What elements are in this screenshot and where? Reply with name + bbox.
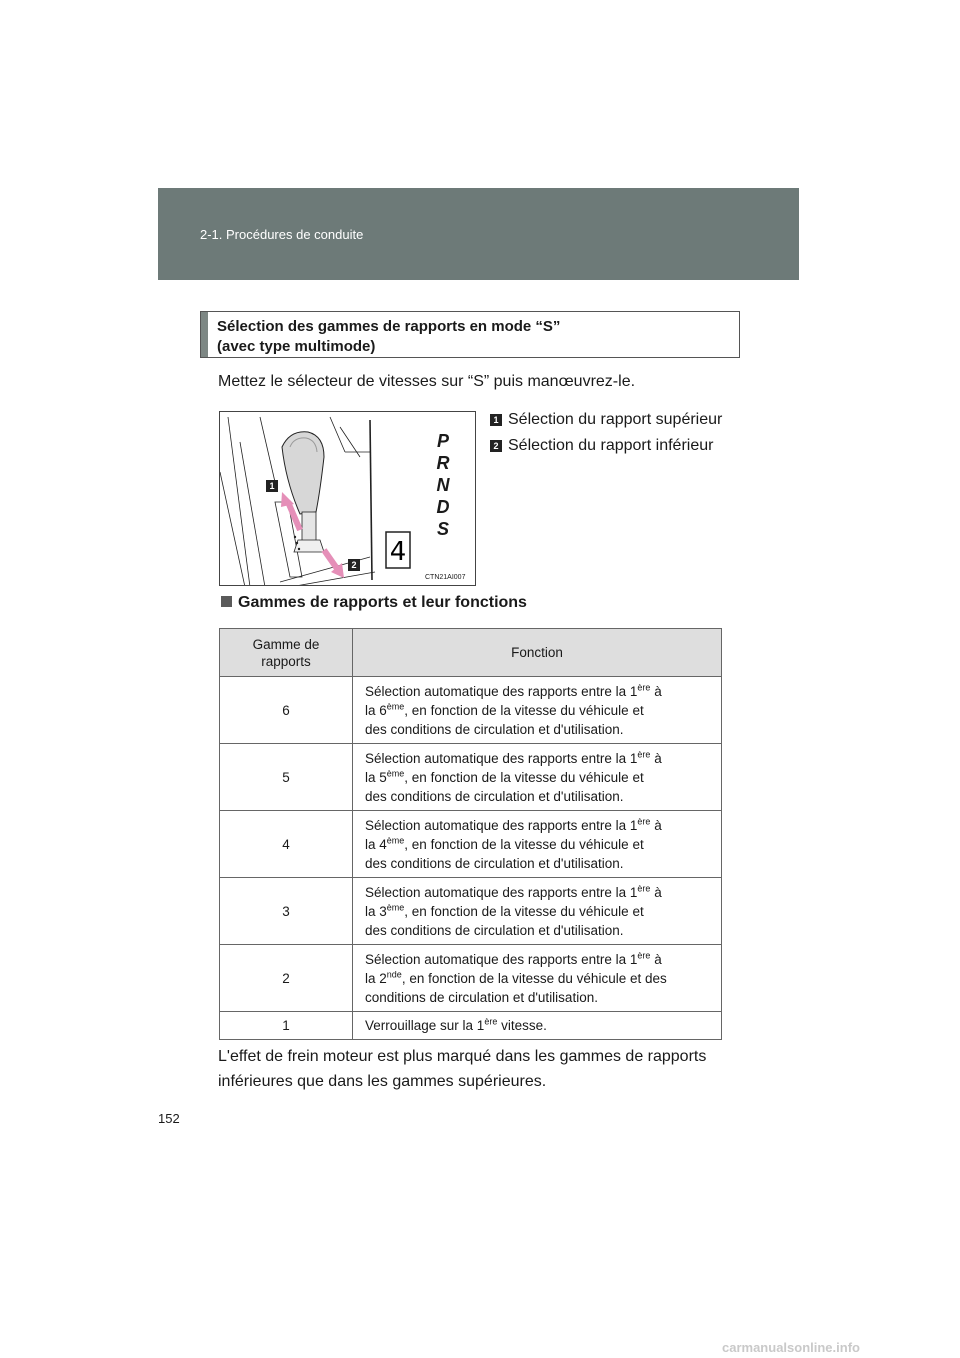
- section-title-line1: Sélection des gammes de rapports en mode “S”: [217, 318, 561, 335]
- watermark: carmanualsonline.info: [722, 1340, 860, 1355]
- table-row: [220, 677, 722, 744]
- legend-badge-2: 2: [490, 440, 502, 452]
- gear-cell: 6: [220, 677, 353, 744]
- function-text: la 5: [365, 769, 387, 785]
- gear-cell: 5: [220, 744, 353, 811]
- shift-letter-r: R: [436, 453, 450, 473]
- function-text: Sélection automatique des rapports entre la 1: [365, 884, 638, 900]
- function-text: Sélection automatique des rapports entre la 1: [365, 817, 638, 833]
- function-text: à: [650, 951, 662, 967]
- function-cell: [353, 878, 722, 945]
- gear-cell: 1: [220, 1012, 353, 1040]
- section-title-bar: [201, 312, 208, 357]
- shift-lever-figure: [219, 411, 476, 586]
- column-header-function: Fonction: [353, 629, 722, 677]
- section-title-line2: (avec type multimode): [217, 338, 376, 355]
- shift-pattern: [430, 430, 456, 540]
- column-header-gear-line1: Gamme de: [252, 636, 320, 652]
- superscript: ère: [637, 749, 651, 759]
- function-cell: [353, 945, 722, 1012]
- function-text: des conditions de circulation et d'utilisation.: [365, 788, 624, 804]
- table-row: [220, 878, 722, 945]
- function-text: Sélection automatique des rapports entre la 1: [365, 951, 638, 967]
- function-text: , en fonction de la vitesse du véhicule et: [404, 769, 644, 785]
- section-header: 2-1. Procédures de conduite: [200, 227, 364, 242]
- display-digit: 4: [389, 537, 407, 567]
- function-cell: [353, 744, 722, 811]
- function-text: la 4: [365, 836, 387, 852]
- gear-cell: 3: [220, 878, 353, 945]
- closing-paragraph: L'effet de frein moteur est plus marqué dans les gammes de rapports inférieures que dans les gammes supérieures.: [218, 1048, 707, 1090]
- function-text: , en fonction de la vitesse du véhicule et: [404, 836, 644, 852]
- function-cell: [353, 1012, 722, 1040]
- function-text: Sélection automatique des rapports entre la 1: [365, 683, 638, 699]
- figure-legend: [490, 407, 722, 459]
- function-text: des conditions de circulation et d'utilisation.: [365, 922, 624, 938]
- superscript: ème: [386, 835, 405, 845]
- superscript: ème: [386, 701, 405, 711]
- legend-text-2: Sélection du rapport inférieur: [508, 437, 714, 454]
- function-text: des conditions de circulation et d'utilisation.: [365, 721, 624, 737]
- function-text: à: [650, 884, 662, 900]
- function-text: des conditions de circulation et d'utilisation.: [365, 855, 624, 871]
- superscript: ème: [386, 902, 405, 912]
- function-text: , en fonction de la vitesse du véhicule et: [404, 702, 644, 718]
- shift-letter-n: N: [436, 475, 450, 495]
- function-text: la 3: [365, 903, 387, 919]
- figure-code: CTN21AI007: [425, 574, 466, 581]
- legend-item-2: [490, 433, 722, 459]
- function-text: vitesse.: [497, 1018, 547, 1033]
- superscript: ère: [637, 950, 651, 960]
- legend-text-1: Sélection du rapport supérieur: [508, 411, 723, 428]
- shift-letter-s: S: [436, 519, 449, 539]
- figure-badge-1: [266, 476, 284, 494]
- function-text: conditions de circulation et d'utilisation.: [365, 989, 598, 1005]
- function-text: , en fonction de la vitesse du véhicule et: [404, 903, 644, 919]
- superscript: ère: [637, 816, 651, 826]
- legend-item-1: [490, 407, 722, 433]
- function-text: Verrouillage sur la 1: [365, 1018, 485, 1033]
- function-text: la 2: [365, 970, 387, 986]
- table-row: [220, 945, 722, 1012]
- section-title: [217, 317, 560, 357]
- intro-text: Mettez le sélecteur de vitesses sur “S” puis manœuvrez-le.: [218, 373, 636, 390]
- function-cell: [353, 677, 722, 744]
- badge-2: 2: [348, 559, 360, 571]
- function-text: à: [650, 750, 662, 766]
- table-header-row: [220, 629, 722, 677]
- sub-heading-text: Gammes de rapports et leur fonctions: [238, 594, 527, 611]
- column-header-gear-line2: rapports: [261, 653, 311, 669]
- function-cell: [353, 811, 722, 878]
- square-bullet-icon: [221, 596, 232, 607]
- table-row: [220, 744, 722, 811]
- function-text: à: [650, 817, 662, 833]
- table-row: [220, 811, 722, 878]
- sub-heading: [221, 594, 527, 612]
- function-text: Sélection automatique des rapports entre la 1: [365, 750, 638, 766]
- section-title-box: [200, 311, 740, 358]
- superscript: ère: [637, 682, 651, 692]
- shift-letter-p: P: [436, 431, 449, 451]
- shift-letter-d: D: [436, 497, 450, 517]
- superscript: ère: [637, 883, 651, 893]
- figure-badge-2: [348, 555, 366, 573]
- legend-badge-1: 1: [490, 414, 502, 426]
- superscript: ème: [386, 768, 405, 778]
- table-row: [220, 1012, 722, 1040]
- page-number: 152: [158, 1111, 180, 1126]
- gear-cell: 2: [220, 945, 353, 1012]
- column-header-gear: [220, 629, 353, 677]
- function-text: la 6: [365, 702, 387, 718]
- function-text: , en fonction de la vitesse du véhicule et des: [401, 970, 667, 986]
- gear-range-table: [219, 628, 722, 1040]
- superscript: nde: [386, 969, 402, 979]
- superscript: ère: [484, 1016, 498, 1027]
- gear-cell: 4: [220, 811, 353, 878]
- badge-1: 1: [266, 480, 278, 492]
- function-text: à: [650, 683, 662, 699]
